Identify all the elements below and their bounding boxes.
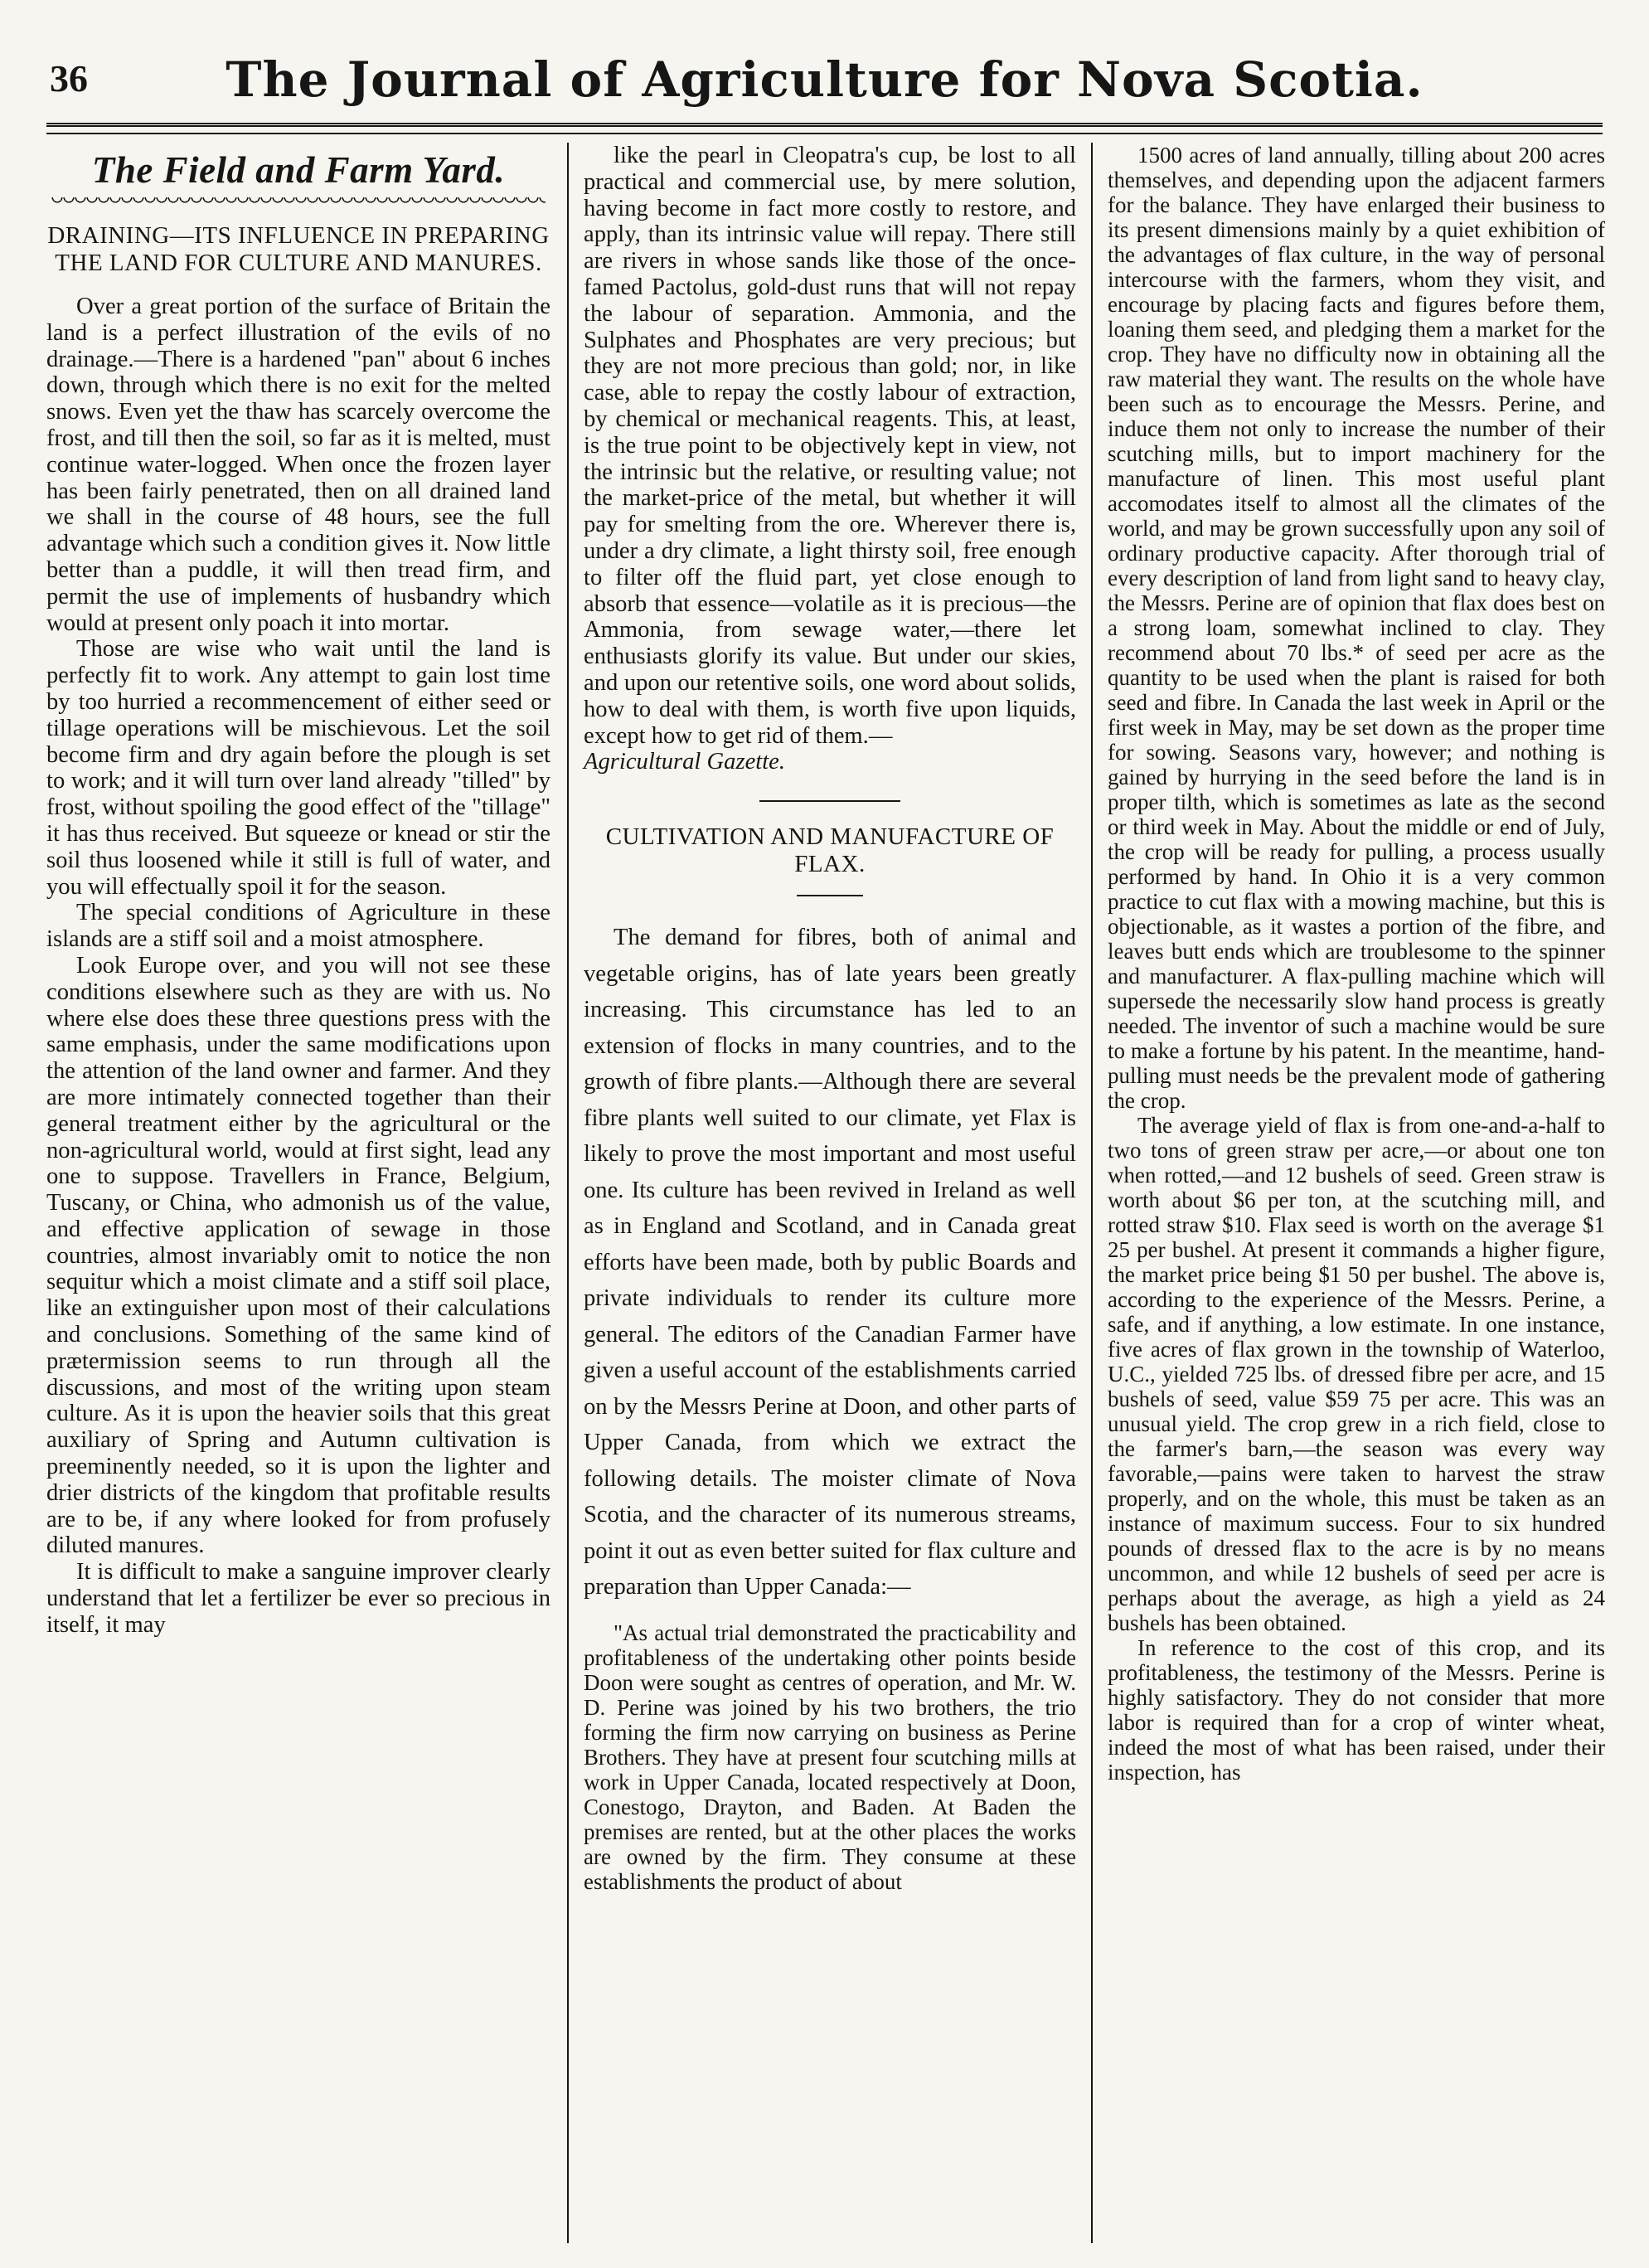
article-separator (759, 800, 900, 802)
paragraph: 1500 acres of land annually, tilling about 200 acres themselves, and depending upon the adjacent farmers for the balance. They have enlarged their business to its present dimensions mainly by a quiet exhibition of the advantages of flax culture, in the way of personal intercourse with the farmers, whom they visit, and encourage by placing facts and figures before them, loaning them seed, and pledging them a market for the crop. They have no difficulty now in obtaining all the raw material they want. The results on the whole have been such as to encourage the Messrs. Perine, and induce them not only to increase the number of their scutching mills, but to import machinery for the manufacture of linen. This most useful plant accomodates itself to almost all the climates of the world, and may be grown successfully upon any soil of ordinary productive capacity. After thorough trial of every description of land from light sand to heavy clay, the Messrs. Perine are of opinion that flax does best on a strong loam, somewhat inclined to clay. They recommend about 70 lbs.* of seed per acre as the quantity to be used when the plant is raised for both seed and fibre. In Canada the last week in April or the first week in May, may be set down as the proper time for sowing. Seasons vary, however; and nothing is gained by hurrying in the seed before the land is in proper tilth, which is sometimes as late as the second or third week in May. About the middle or end of July, the crop will be ready for pulling, a process usually performed by hand. In Ohio it is a very common practice to cut flax with a mowing machine, but this is objectionable, as it wastes a portion of the fibre, and leaves butt ends which are troublesome to the spinner and manufacturer. A flax-pulling machine which will supersede the necessarily slow hand process is greatly needed. The inventor of such a machine would be sure to make a fortune by his patent. In the meantime, hand-pulling must needs be the prevalent mode of gathering the crop. (1108, 143, 1605, 1113)
paragraph: It is difficult to make a sanguine improver clearly understand that let a fertilizer be ever so precious in itself, it may (46, 1559, 550, 1638)
paragraph: Over a great portion of the surface of Britain the land is a perfect illustration of the evils of no drainage.—There is a hardened "pan" about 6 inches down, through which there is no exit for the melted snows. Even yet the thaw has scarcely overcome the frost, and till then the soil, so far as it is melted, must continue water-logged. When once the frozen layer has been fairly penetrated, then on all drained land we shall in the course of 48 hours, see the full advantage which such a condition gives it. Now little better than a puddle, it will then tread firm, and permit the use of implements of husbandry which would at present only poach it into mortar. (46, 294, 550, 636)
header-rule (46, 133, 1603, 134)
column-3 (1099, 143, 1605, 2243)
running-title: The Journal of Agriculture for Nova Scotia. (226, 51, 1423, 108)
title-rule (797, 895, 863, 896)
paragraph: The average yield of flax is from one-and-a-half to two tons of green straw per acre,—or about one ton when rotted,—and 12 bushels of seed. Green straw is worth about $6 per ton, at the scutching mill, and rotted straw $10. Flax seed is worth on the average $1 25 per bushel. At present it commands a higher figure, the market price being $1 50 per bushel. The above is, according to the experience of the Messrs. Perine, a safe, and if anything, a low estimate. In one instance, five acres of flax grown in the township of Waterloo, U.C., yielded 725 lbs. of dressed fibre per acre, and 15 bushels of seed, value $59 75 per acre. This was an unusual yield. The crop grew in a rich field, close to the farmer's barn,—the season was every way favorable,—pains were taken to harvest the straw properly, and on the whole, this must be taken as an instance of maximum success. Four to six hundred pounds of dressed flax to the acre is by no means uncommon, and while 12 bushels of seed per acre is perhaps about the average, as high a yield as 24 bushels has been obtained. (1108, 1113, 1605, 1635)
paragraph: like the pearl in Cleopatra's cup, be lost to all practical and commercial use, by mere solution, having become in fact more costly to restore, and apply, than its intrinsic value will repay. There still are rivers in whose sands like those of the once-famed Pactolus, gold-dust runs that will not repay the labour of separation. Ammonia, and the Sulphates and Phosphates are very precious; but they are not more precious than gold; nor, in like case, able to repay the costly labour of extraction, by chemical or mechanical reagents. This, at least, is the true point to be objectively kept in view, not the intrinsic but the relative, or resulting value; not the market-price of the metal, but whether it will pay for smelting from the ore. Wherever there is, under a dry climate, a light thirsty soil, free enough to filter off the fluid part, yet close enough to absorb that essence—volatile as it is precious—the Ammonia, from sewage water,—there let enthusiasts glorify its value. But under our skies, and upon our retentive soils, one word about solids, how to deal with them, is worth five upon liquids, except how to get rid of them.— (584, 143, 1076, 749)
paragraph: The special conditions of Agriculture in these islands are a stiff soil and a moist atmosphere. (46, 900, 550, 953)
article-title: DRAINING—ITS INFLUENCE IN PREPARING THE LAND FOR CULTURE AND MANURES. (47, 222, 550, 276)
paragraph: The demand for fibres, both of animal and vegetable origins, has of late years been greatly increasing. This circumstance has led to an extension of flocks in many countries, and to the growth of fibre plants.—Although there are several fibre plants well suited to our climate, yet Flax is likely to prove the most important and most useful one. Its culture has been revived in Ireland as well as in England and Scotland, and in Canada great efforts have been made, both by public Boards and private individuals to render its culture more general. The editors of the Canadian Farmer have given a useful account of the establishments carried on by the Messrs Perine at Doon, and other parts of Upper Canada, from which we extract the following details. The moister climate of Nova Scotia, and the character of its numerous streams, point it out as even better suited for flax culture and preparation than Upper Canada:— (584, 925, 1076, 1600)
column-2 (575, 143, 1084, 2243)
paragraph: Look Europe over, and you will not see these conditions elsewhere such as they are with us. No where else does these three questions press with the same emphasis, under the same modifications upon the attention of the land owner and farmer. And they are more intimately connected together than their general treatment either by the agricultural or the non-agricultural world, would at first sight, lead any one to suppose. Travellers in France, Belgium, Tuscany, or China, who admonish us of the value, and effective application of sewage in those countries, almost invariably omit to notice the non sequitur which a moist climate and a stiff soil place, like an extinguisher upon most of their calculations and conclusions. Something of the same kind of prætermission seems to run through all the discussions, and most of the writing upon steam culture. As it is upon the heavier soils that this great auxiliary of Spring and Autumn cultivation is preeminently needed, so it is upon the lighter and drier districts of the kingdom that profitable results are to be, if any where looked for from profusely diluted manures. (46, 952, 550, 1559)
paragraph: In reference to the cost of this crop, and its profitableness, the testimony of the Messrs. Perine is highly satisfactory. They do not consider that more labor is required than for a crop of winter wheat, indeed the most of what has been raised, under their inspection, has (1108, 1635, 1605, 1785)
quote-paragraph: "As actual trial demonstrated the practicability and profitableness of the undertaking other points beside Doon were sought as centres of operation, and Mr. W. D. Perine was joined by his two brothers, the trio forming the firm now carrying on business as Perine Brothers. They have at present four scutching mills at work in Upper Canada, located respectively at Doon, Conestogo, Drayton, and Baden. At Baden the premises are rented, but at the other places the works are owned by the firm. They consume at these establishments the product of about (584, 1620, 1076, 1894)
article-title: CULTIVATION AND MANUFACTURE OF FLAX. (605, 823, 1055, 878)
column-divider (1091, 143, 1093, 2243)
wavy-divider (51, 197, 546, 211)
column-1 (46, 143, 559, 2243)
page-number: 36 (50, 57, 88, 100)
column-divider (567, 143, 569, 2243)
page-header (46, 48, 1603, 127)
source-signature: Agricultural Gazette. (584, 749, 786, 775)
section-title: The Field and Farm Yard. (91, 149, 506, 191)
paragraph: Those are wise who wait until the land is perfectly fit to work. Any attempt to gain lost time by too hurried a recommencement of either seed or tillage operations will be mischievous. Let the soil become firm and dry again before the plough is set to work; and it will turn over land already "tilled" by frost, without spoiling the good effect of the "tillage" it has thus received. But squeeze or knead or stir the soil thus loosened while it still is full of water, and you will effectually spoil it for the season. (46, 636, 550, 900)
